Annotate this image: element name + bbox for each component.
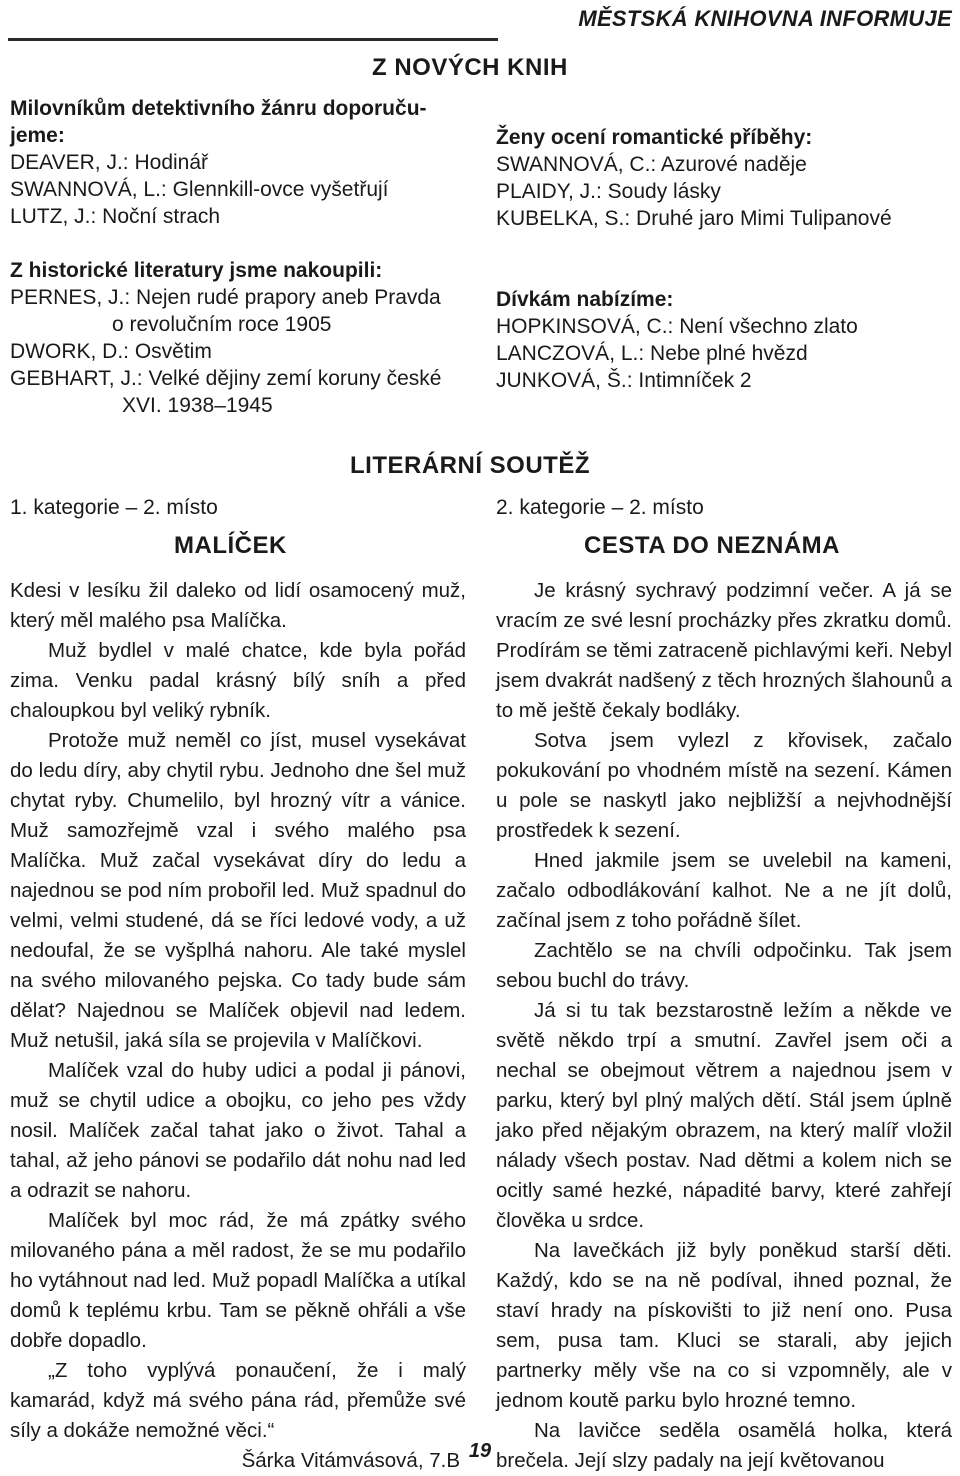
- book-item: KUBELKA, S.: Druhé jaro Mimi Tulipanové: [496, 207, 892, 230]
- history-block: [10, 257, 480, 419]
- left-story-title: MALÍČEK: [174, 532, 287, 559]
- story-paragraph: Je krásný sychravý podzimní večer. A já se vracím ze své lesní procházky přes zkratku domů. Prodírám se těmi zatraceně pichlavými keři. Nebyl jsem dvakrát nadšený z těch hrozných šlahounů a to mě ještě čekaly bodláky.: [496, 579, 952, 722]
- story-paragraph: Sotva jsem vylezl z křovisek, začalo pokukování po vhodném místě na sezení. Kámen u pole se naskytl jako nejbližší a nejvhodnější prostředek k sezení.: [496, 729, 952, 842]
- romance-heading: Ženy ocení romantické příběhy:: [496, 126, 813, 149]
- story-paragraph: Na lavičce seděla osamělá holka, která brečela. Její slzy padaly na její květovanou: [496, 1419, 952, 1472]
- story-paragraph: Muž bydlel v malé chatce, kde byla pořád zima. Venku padal krásný bílý sníh a před chaloupkou byl veliký rybník.: [10, 639, 466, 722]
- book-item: LANCZOVÁ, L.: Nebe plné hvězd: [496, 342, 808, 365]
- header-rule: [8, 38, 498, 41]
- book-item: GEBHART, J.: Velké dějiny zemí koruny české: [10, 367, 442, 390]
- left-story: [10, 576, 466, 1476]
- books-section-title: Z NOVÝCH KNIH: [372, 54, 568, 81]
- book-item: LUTZ, J.: Noční strach: [10, 205, 221, 228]
- right-category: 2. kategorie – 2. místo: [496, 496, 704, 519]
- books-right-column: [496, 124, 952, 394]
- author-signature: Šárka Vitámvásová, 7.B: [241, 1449, 460, 1472]
- contest-section-title: LITERÁRNÍ SOUTĚŽ: [350, 452, 590, 479]
- book-item: SWANNOVÁ, L.: Glennkill-ovce vyšetřují: [10, 178, 389, 201]
- books-left-column: [10, 95, 480, 419]
- book-item: HOPKINSOVÁ, C.: Není všechno zlato: [496, 315, 858, 338]
- story-paragraph: Malíček vzal do huby udici a podal ji pánovi, muž se chytil udice a obojku, co jeho pes vždy nosil. Malíček začal tahat jako o život. Tahal a tahal, až jeho pánovi se podařilo dát nohu nad led a odrazit se nahoru.: [10, 1059, 466, 1202]
- detective-heading-line2: jeme:: [10, 124, 65, 147]
- right-story-title: CESTA DO NEZNÁMA: [584, 532, 840, 559]
- story-paragraph: Hned jakmile jsem se uvelebil na kameni, začalo odbodlákování kalhot. Ne a ne jít dolů, začínal jsem z toho pořádně šílet.: [496, 849, 952, 932]
- left-category: 1. kategorie – 2. místo: [10, 496, 218, 519]
- story-paragraph: Já si tu tak bezstarostně ležím a někde ve světě někdo trpí a smutní. Zavřel jsem oči a nechal se obejmout větrem a najednou jsem v parku, který byl plný malých dětí. Stál jsem úplně jako před nějakým obrazem, na který malíř vložil nálady všech postav. Nad dětmi a kolem nich se ocitly samé hezké, nápadité barvy, které zahřejí člověka u srdce.: [496, 999, 952, 1232]
- girls-block: [496, 286, 952, 394]
- detective-block: [10, 95, 480, 230]
- girls-heading: Dívkám nabízíme:: [496, 288, 674, 311]
- history-heading: Z historické literatury jsme nakoupili:: [10, 259, 383, 282]
- story-paragraph: Malíček byl moc rád, že má zpátky svého milovaného pána a měl radost, že se mu podařilo ho vytáhnout nad led. Muž popadl Malíčka a utíkal domů k teplému krbu. Tam se pěkně ohřáli a vše dobře dopadlo.: [10, 1209, 466, 1352]
- book-item: DEAVER, J.: Hodinář: [10, 151, 209, 174]
- book-item: PLAIDY, J.: Soudy lásky: [496, 180, 721, 203]
- detective-heading-line1: Milovníkům detektivního žánru doporuču-: [10, 97, 427, 120]
- book-item: DWORK, D.: Osvětim: [10, 340, 212, 363]
- story-paragraph: Kdesi v lesíku žil daleko od lidí osamocený muž, který měl malého psa Malíčka.: [10, 579, 466, 632]
- story-paragraph: Zachtělo se na chvíli odpočinku. Tak jsem sebou buchl do trávy.: [496, 939, 952, 992]
- book-item: SWANNOVÁ, C.: Azurové naděje: [496, 153, 807, 176]
- book-item-cont: XVI. 1938–1945: [122, 394, 273, 417]
- romance-block: [496, 124, 952, 232]
- right-story: [496, 576, 952, 1476]
- story-paragraph: Na lavečkách již byly poněkud starší děti. Každý, kdo se na ně podíval, ihned poznal, že staví hrady na pískovišti to již není ono. Pusa sem, pusa tam. Kluci se starali, aby jejich partnerky měly vše na co si vzpomněly, ale v jednom koutě parku bylo hrozné temno.: [496, 1239, 952, 1412]
- story-paragraph: „Z toho vyplývá ponaučení, že i malý kamarád, když má svého pána rád, přemůže své síly a dokáže nemožné věci.“: [10, 1359, 466, 1442]
- book-item-cont: o revolučním roce 1905: [112, 313, 332, 336]
- page-number: 19: [468, 1440, 492, 1462]
- book-item: PERNES, J.: Nejen rudé prapory aneb Pravda: [10, 286, 441, 309]
- header-label: MĚSTSKÁ KNIHOVNA INFORMUJE: [578, 6, 952, 31]
- book-item: JUNKOVÁ, Š.: Intimníček 2: [496, 369, 752, 392]
- story-paragraph: Protože muž neměl co jíst, musel vysekávat do ledu díry, aby chytil rybu. Jednoho dne šel muž chytat ryby. Chumelilo, byl hrozný vítr a vánice. Muž samozřejmě vzal i svého malého psa Malíčka. Muž začal vysekávat díry do ledu a najednou se pod ním probořil led. Muž spadnul do velmi, velmi studené, dá se říci ledové vody, a už nedoufal, že se vyšplhá nahoru. Ale také myslel na svého milovaného pejska. Co tady bude sám dělat? Najednou se Malíček objevil nad ledem. Muž netušil, jaká síla se projevila v Malíčkovi.: [10, 729, 466, 1052]
